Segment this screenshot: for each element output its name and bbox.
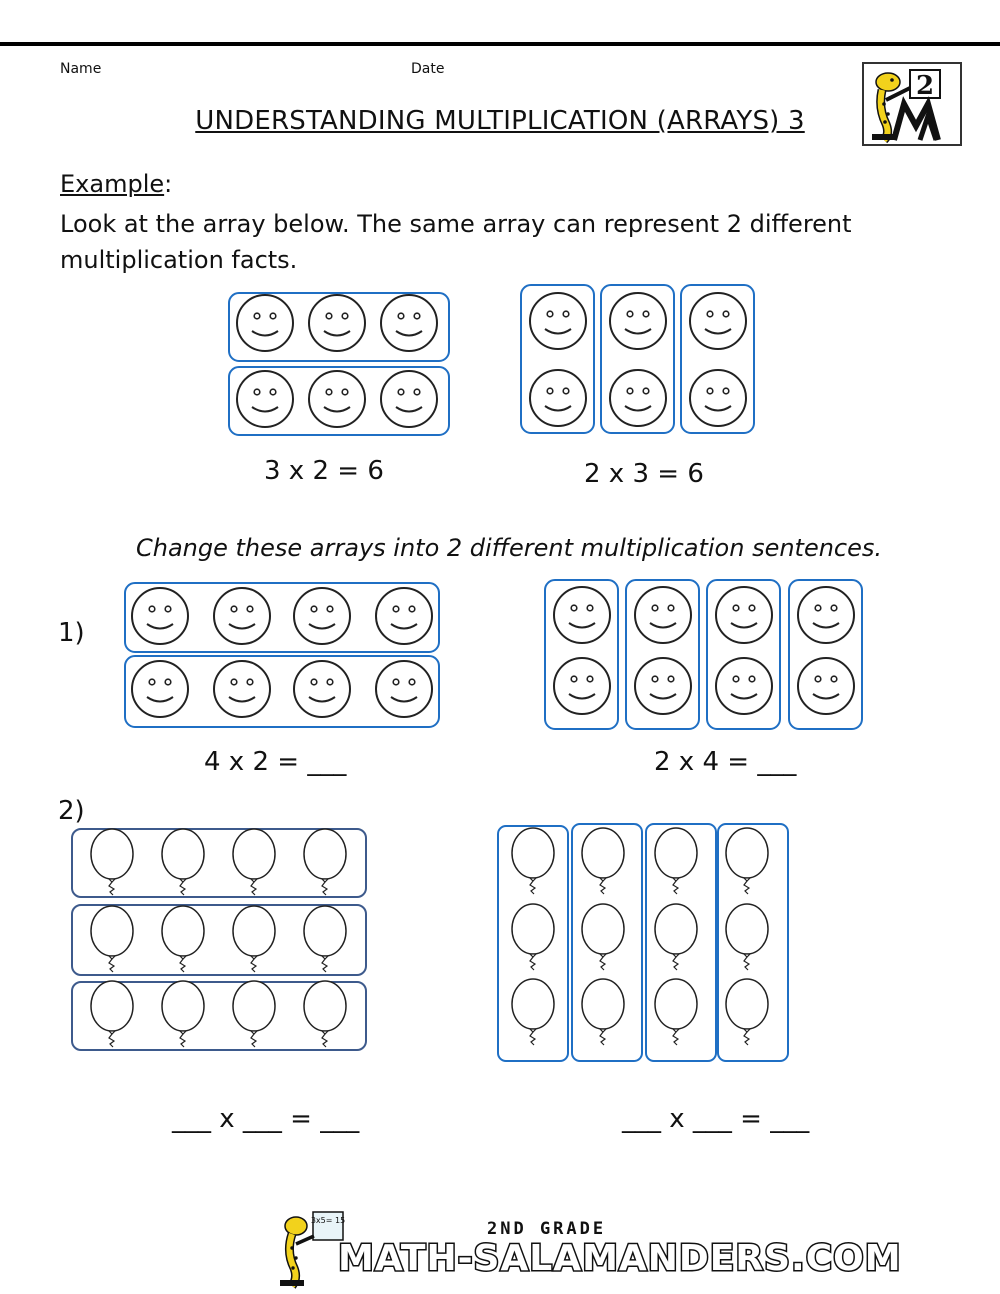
grade-badge-number: 2	[915, 71, 935, 101]
balloon-icon	[726, 904, 768, 970]
smiley-face-icon	[554, 587, 610, 643]
smiley-face-icon	[214, 588, 270, 644]
question-2-rows-array	[72, 829, 366, 1050]
question-2-equation-rows: ___ x ___ = ___	[172, 1104, 360, 1134]
smiley-face-icon	[554, 658, 610, 714]
question-1-equation-columns: 2 x 4 = ___	[654, 747, 797, 777]
smiley-face-icon	[381, 295, 437, 351]
balloon-icon	[512, 828, 554, 894]
smiley-face-icon	[214, 661, 270, 717]
example-equation-columns: 2 x 3 = 6	[584, 459, 704, 489]
smiley-face-icon	[798, 658, 854, 714]
smiley-face-icon	[294, 661, 350, 717]
smiley-face-icon	[716, 658, 772, 714]
question-1-rows-array	[125, 583, 439, 727]
smiley-face-icon	[635, 658, 691, 714]
balloon-icon	[304, 829, 346, 895]
balloon-icon	[512, 904, 554, 970]
footer-grade: 2ND GRADE	[487, 1219, 607, 1239]
task-instruction: Change these arrays into 2 different multiplication sentences.	[136, 534, 883, 562]
example-rows-array	[229, 293, 449, 435]
question-2-equation-columns: ___ x ___ = ___	[622, 1104, 810, 1134]
smiley-face-icon	[530, 293, 586, 349]
worksheet-title: UNDERSTANDING MULTIPLICATION (ARRAYS) 3	[195, 106, 805, 136]
smiley-face-icon	[690, 293, 746, 349]
smiley-face-icon	[294, 588, 350, 644]
example-colon: :	[164, 170, 173, 198]
smiley-face-icon	[716, 587, 772, 643]
balloon-icon	[582, 828, 624, 894]
smiley-face-icon	[610, 293, 666, 349]
smiley-face-icon	[690, 370, 746, 426]
balloon-icon	[91, 829, 133, 895]
smiley-face-icon	[309, 295, 365, 351]
date-label: Date	[411, 61, 445, 77]
balloon-icon	[582, 979, 624, 1045]
balloon-icon	[304, 981, 346, 1047]
balloon-icon	[162, 906, 204, 972]
balloon-icon	[512, 979, 554, 1045]
smiley-face-icon	[376, 588, 432, 644]
question-1-equation-rows: 4 x 2 = ___	[204, 747, 347, 777]
balloon-icon	[655, 828, 697, 894]
balloon-icon	[655, 904, 697, 970]
question-1-columns-array	[545, 580, 862, 729]
question-2-columns-array	[498, 824, 788, 1061]
smiley-face-icon	[132, 661, 188, 717]
smiley-face-icon	[530, 370, 586, 426]
balloon-icon	[655, 979, 697, 1045]
instruction-line-2: multiplication facts.	[60, 246, 298, 274]
example-columns-array	[521, 285, 754, 433]
smiley-face-icon	[381, 371, 437, 427]
instruction-line-1: Look at the array below. The same array can represent 2 different	[60, 210, 852, 238]
balloon-icon	[91, 906, 133, 972]
example-label: Example	[60, 170, 165, 198]
balloon-icon	[726, 979, 768, 1045]
example-equation-rows: 3 x 2 = 6	[264, 456, 384, 486]
smiley-face-icon	[132, 588, 188, 644]
smiley-face-icon	[237, 295, 293, 351]
balloon-icon	[162, 829, 204, 895]
smiley-face-icon	[237, 371, 293, 427]
question-1-number: 1)	[58, 618, 85, 648]
balloon-icon	[304, 906, 346, 972]
question-2-number: 2)	[58, 796, 85, 826]
balloon-icon	[233, 829, 275, 895]
smiley-face-icon	[635, 587, 691, 643]
smiley-face-icon	[309, 371, 365, 427]
smiley-face-icon	[610, 370, 666, 426]
balloon-icon	[162, 981, 204, 1047]
footer-site-name: MATH-SALAMANDERS.COM	[338, 1238, 902, 1279]
name-label: Name	[60, 61, 102, 77]
footer-sign-text: 3x5= 15	[310, 1216, 346, 1225]
balloon-icon	[233, 981, 275, 1047]
balloon-icon	[726, 828, 768, 894]
footer-mascot	[280, 1212, 345, 1286]
smiley-face-icon	[798, 587, 854, 643]
balloon-icon	[233, 906, 275, 972]
balloon-icon	[582, 904, 624, 970]
balloon-icon	[91, 981, 133, 1047]
smiley-face-icon	[376, 661, 432, 717]
